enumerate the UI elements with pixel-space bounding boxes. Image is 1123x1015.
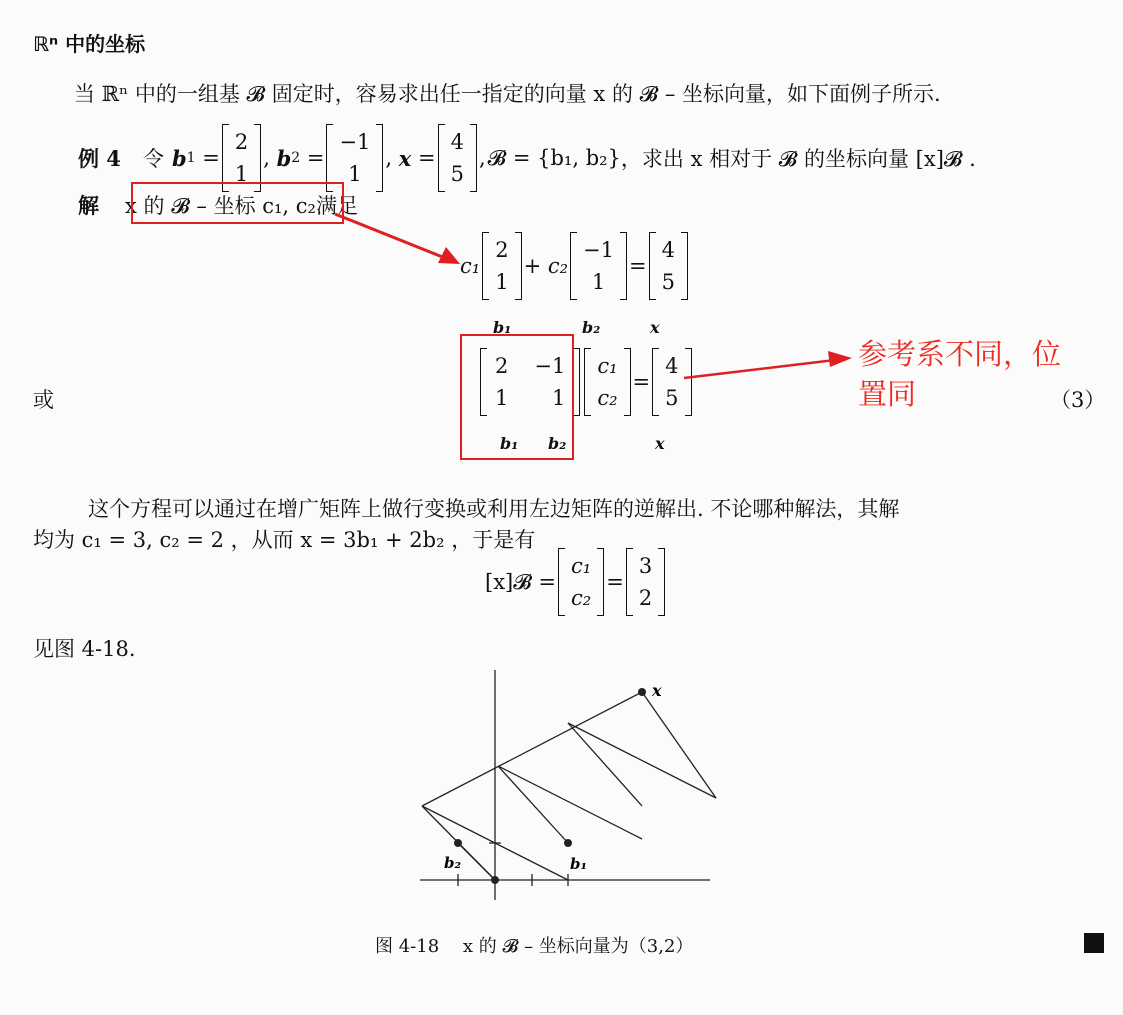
result-lhs: [x]𝓑 = [485,569,557,594]
annotation-arrow-2 [680,345,860,385]
eq3-label-x: x [655,434,665,453]
eq1-label-x: x [650,318,660,337]
eq3-matrix-a: 2 −1 1 1 [480,348,580,416]
solution-label: 解 [78,193,99,218]
eq3-label-b1: b₁ [500,434,519,453]
example-statement: 例 4 令 b 1 = 2 1 , b 2 = −1 1 , x = 4 5 , 𝓑 = {b₁, b₂} ，求出 x 相对于 𝓑 的坐标向量 [x]𝓑 . [78,124,976,192]
end-of-example-mark [1084,933,1104,953]
point-b2 [454,839,462,847]
equation-number: （3） [1050,388,1106,412]
point-x [638,688,646,696]
eq1-matrix-x: 4 5 [649,232,688,300]
example-ling: 令 [142,147,164,171]
or-label: 或 [33,388,54,412]
section-title: ℝⁿ 中的坐标 [33,32,146,56]
annotation-arrow-1 [330,208,470,268]
result-vector-c: c₁ c₂ [558,548,604,616]
result-equation: [x]𝓑 = c₁ c₂ = 3 2 [485,548,667,616]
figure-caption: 图 4-18 x 的 𝓑 – 坐标向量为（3,2） [375,936,694,957]
see-figure-text: 见图 4-18. [33,637,136,661]
eq1-matrix-b1: 2 1 [482,232,521,300]
solution-boxed-text: x 的 𝓑 – 坐标 c₁, c₂ [125,194,316,218]
matrix-equation-3: 2 −1 1 1 c₁ c₂ = 4 5 [478,348,694,416]
paragraph-2-line-2: 均为 c₁ = 3, c₂ = 2 ，从而 x = 3b₁ + 2b₂ ，于是有 [33,528,536,552]
eq1-label-b1: b₁ [493,318,512,337]
matrix-b2: −1 1 [326,124,383,192]
point-b1 [564,839,572,847]
result-vector-values: 3 2 [626,548,665,616]
eq3-vector-c: c₁ c₂ [584,348,630,416]
eq1-matrix-b2: −1 1 [570,232,627,300]
matrix-b1: 2 1 [222,124,261,192]
solution-rest: 满足 [315,194,358,218]
example-question: ，求出 x 相对于 𝓑 的坐标向量 [x]𝓑 . [620,147,976,171]
label-x: x [652,681,662,700]
eq3-label-b2: b₂ [548,434,567,453]
eq3-vector-rhs: 4 5 [652,348,691,416]
origin-point [491,876,499,884]
highlight-box-matrix [460,334,574,460]
label-b1: b₁ [570,855,588,873]
annotation-note [858,334,1061,414]
eq1-label-b2: b₂ [582,318,601,337]
figure-4-18 [410,665,720,905]
paragraph-2-line-1: 这个方程可以通过在增广矩阵上做行变换或利用左边矩阵的逆解出. 不论哪种解法，其解 [88,497,900,521]
vector-equation-1: c₁ 2 1 + c₂ −1 1 = 4 5 [460,232,690,300]
example-label: 例 4 [78,146,121,171]
highlight-box-coordinates [131,182,344,224]
annotation-line-2: 置同 [858,377,917,411]
intro-paragraph: 当 ℝⁿ 中的一组基 𝓑 固定时，容易求出任一指定的向量 x 的 𝓑 – 坐标向量，如下面例子所示. [74,82,941,106]
label-b2: b₂ [444,854,462,872]
annotation-line-1: 参考系不同，位 [858,337,1062,371]
matrix-x: 4 5 [438,124,477,192]
basis-definition: 𝓑 = {b₁, b₂} [487,145,621,170]
